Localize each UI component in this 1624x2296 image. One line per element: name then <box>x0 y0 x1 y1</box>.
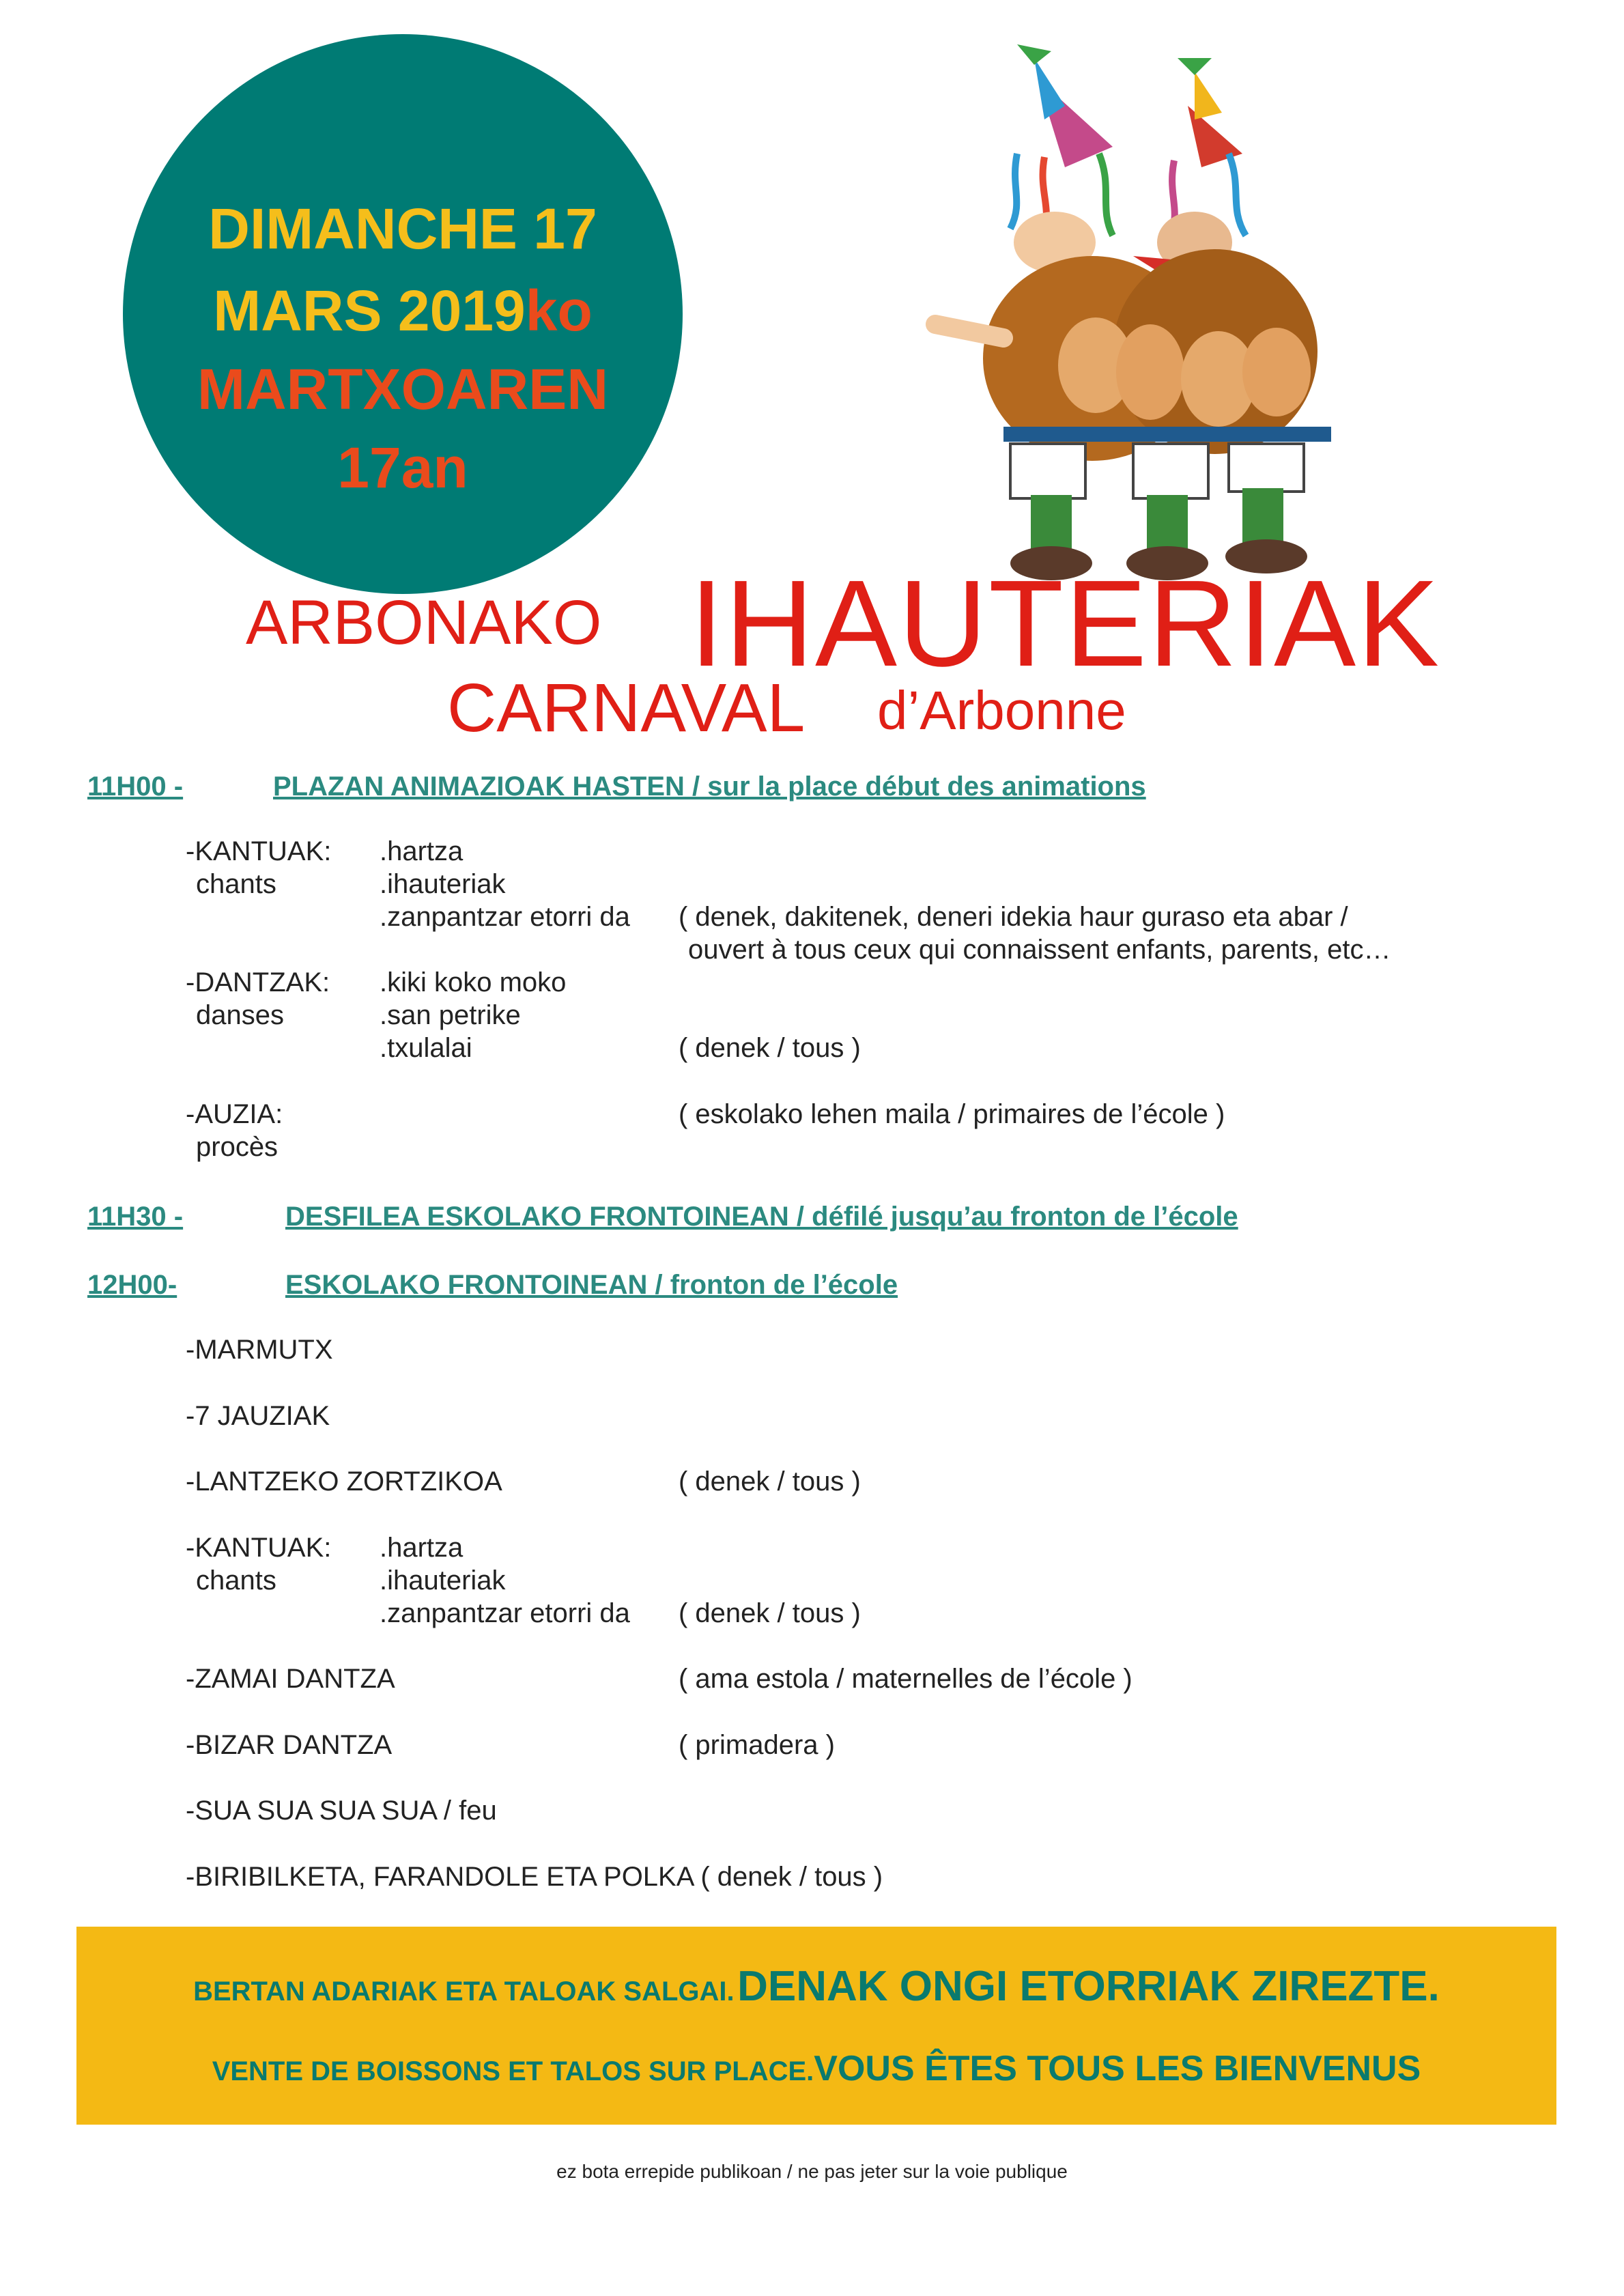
kantuak-note: ( denek, dakitenek, deneri idekia haur guraso eta abar / <box>679 902 1348 932</box>
dantzak-sub: danses <box>196 1000 284 1030</box>
bizar-note: ( primadera ) <box>679 1730 835 1760</box>
schedule-time-1100: 11H00 - <box>87 771 184 802</box>
item-zamai-dantza: -ZAMAI DANTZA <box>186 1664 395 1694</box>
kantuak-title: -KANTUAK: <box>186 836 332 866</box>
kantuak2-note: ( denek / tous ) <box>679 1598 861 1628</box>
date-line-1: DIMANCHE 17 <box>208 197 597 261</box>
auzia-title: -AUZIA: <box>186 1099 283 1129</box>
kantuak-note-2: ouvert à tous ceux qui connaissent enfants, parents, etc… <box>688 935 1391 965</box>
dantzak-note: ( denek / tous ) <box>679 1033 861 1063</box>
kantuak2-item: .zanpantzar etorri da <box>380 1598 630 1628</box>
banner-line-basque: BERTAN ADARIAK ETA TALOAK SALGAI. DENAK ONGI ETORRIAK ZIREZTE. <box>193 1963 1440 2010</box>
item-lantzeko: -LANTZEKO ZORTZIKOA <box>186 1466 502 1497</box>
auzia-sub: procès <box>196 1132 279 1162</box>
auzia-note: ( eskolako lehen maila / primaires de l’école ) <box>679 1099 1225 1129</box>
dantzak-item: .san petrike <box>380 1000 521 1030</box>
footer-note: ez bota errepide publikoan / ne pas jeter sur la voie publique <box>556 2161 1068 2182</box>
dantzak-title: -DANTZAK: <box>186 967 330 997</box>
title-darbonne: d’Arbonne <box>877 680 1126 741</box>
schedule-time-1130: 11H30 - <box>87 1202 184 1232</box>
item-sua: -SUA SUA SUA SUA / feu <box>186 1796 497 1826</box>
date-line-2: MARS 2019ko <box>213 279 593 343</box>
dantzak-item: .kiki koko moko <box>380 967 567 997</box>
banner-line-french: VENTE DE BOISSONS ET TALOS SUR PLACE.VOUS ÊTES TOUS LES BIENVENUS <box>212 2049 1421 2088</box>
date-line-3: MARTXOAREN <box>197 357 608 421</box>
item-jauziak: -7 JAUZIAK <box>186 1401 330 1431</box>
schedule-label-1200: ESKOLAKO FRONTOINEAN / fronton de l’école <box>285 1270 898 1300</box>
info-banner <box>76 1927 1556 2125</box>
kantuak-item: .hartza <box>380 836 464 866</box>
title-arbonako: ARBONAKO <box>246 588 602 657</box>
zamai-note: ( ama estola / maternelles de l’école ) <box>679 1664 1132 1694</box>
kantuak2-sub: chants <box>196 1565 276 1596</box>
carnival-figures-illustration <box>908 38 1447 584</box>
schedule-time-1200: 12H00- <box>87 1270 177 1300</box>
dantzak-item: .txulalai <box>380 1033 472 1063</box>
kantuak-item: .ihauteriak <box>380 869 506 899</box>
item-marmutx: -MARMUTX <box>186 1335 333 1365</box>
kantuak-item: .zanpantzar etorri da <box>380 902 630 932</box>
kantuak2-item: .ihauteriak <box>380 1565 506 1596</box>
kantuak2-title: -KANTUAK: <box>186 1533 332 1563</box>
date-circle <box>123 34 683 594</box>
item-bizar-dantza: -BIZAR DANTZA <box>186 1730 393 1760</box>
kantuak2-item: .hartza <box>380 1533 464 1563</box>
item-biribilketa: -BIRIBILKETA, FARANDOLE ETA POLKA ( denek / tous ) <box>186 1862 883 1892</box>
title-ihauteriak: IHAUTERIAK <box>689 555 1441 692</box>
schedule-label-1130: DESFILEA ESKOLAKO FRONTOINEAN / défilé jusqu’au fronton de l’école <box>285 1202 1238 1232</box>
schedule-label-1100: PLAZAN ANIMAZIOAK HASTEN / sur la place début des animations <box>273 771 1146 802</box>
title-carnaval: CARNAVAL <box>447 670 806 746</box>
lantzeko-note: ( denek / tous ) <box>679 1466 861 1497</box>
date-line-4: 17an <box>337 436 468 500</box>
kantuak-sub: chants <box>196 869 276 899</box>
